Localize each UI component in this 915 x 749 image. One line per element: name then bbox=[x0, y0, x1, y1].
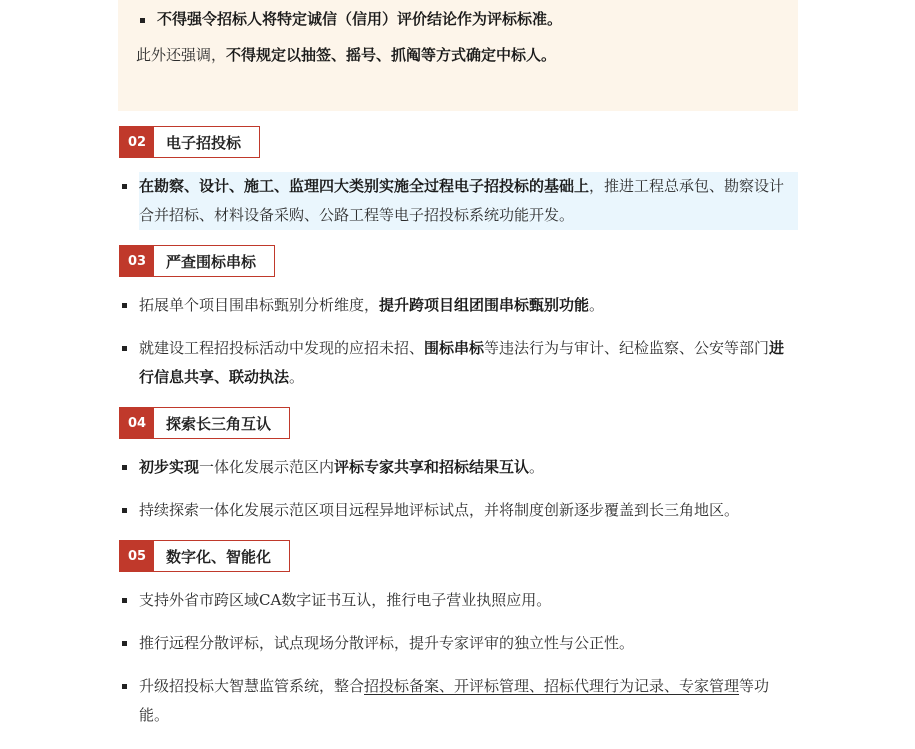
article-content bbox=[118, 0, 798, 730]
section-title: 数字化、智能化 bbox=[166, 547, 272, 566]
plain-text: 。 bbox=[589, 296, 605, 314]
section-list bbox=[118, 453, 798, 525]
list-item-text bbox=[139, 291, 798, 320]
list-item-text bbox=[139, 453, 798, 482]
plain-text: 一体化发展示范区内 bbox=[199, 458, 335, 476]
callout-bold-text: 不得规定以抽签、摇号、抓阄等方式确定中标人。 bbox=[226, 46, 557, 64]
underlined-text: 招投标备案、开评标管理、招标代理行为记录、专家管理 bbox=[364, 677, 740, 695]
list-item-text: 支持外省市跨区域CA数字证书互认，推行电子营业执照应用。 bbox=[139, 591, 552, 609]
plain-text: 等功能。 bbox=[139, 677, 770, 724]
list-item bbox=[118, 172, 798, 230]
plain-text: ，推进工程总承包、勘察设计合并招标、材料设备采购、公路工程等电子招投标系统功能开发。 bbox=[139, 177, 785, 224]
section-heading-04 bbox=[119, 407, 290, 439]
plain-text: 。 bbox=[289, 368, 305, 386]
list-item bbox=[118, 496, 798, 525]
list-item-text bbox=[139, 172, 798, 230]
bullet-square-icon bbox=[122, 508, 127, 513]
callout-paragraph bbox=[136, 42, 782, 68]
bullet-square-icon bbox=[122, 184, 127, 189]
list-item bbox=[136, 6, 782, 32]
bullet-square-icon bbox=[122, 465, 127, 470]
section-number: 05 bbox=[120, 541, 154, 571]
list-item bbox=[118, 586, 798, 615]
bullet-square-icon bbox=[122, 598, 127, 603]
list-item bbox=[118, 291, 798, 320]
section-list bbox=[118, 291, 798, 392]
bold-text: 评标专家共享和招标结果互认 bbox=[334, 458, 530, 476]
section-list bbox=[118, 586, 798, 730]
list-item-text bbox=[139, 334, 798, 392]
list-item-text: 推行远程分散评标，试点现场分散评标，提升专家评审的独立性与公正性。 bbox=[139, 634, 635, 652]
bold-text: 在勘察、设计、施工、监理四大类别实施全过程电子招投标的基础上 bbox=[139, 177, 590, 195]
section-heading-05 bbox=[119, 540, 290, 572]
bullet-square-icon bbox=[122, 684, 127, 689]
bullet-square-icon bbox=[122, 641, 127, 646]
section-title: 探索长三角互认 bbox=[166, 414, 272, 433]
section-title: 电子招投标 bbox=[166, 133, 242, 152]
section-number: 02 bbox=[120, 127, 154, 157]
plain-text: 等违法行为与审计、纪检监察、公安等部门 bbox=[484, 339, 770, 357]
callout-bullet-text: 不得强令招标人将特定诚信（信用）评价结论作为评标标准。 bbox=[157, 10, 563, 28]
section-list bbox=[118, 172, 798, 230]
section-heading-02 bbox=[119, 126, 260, 158]
section-title: 严查围标串标 bbox=[166, 252, 257, 271]
bold-text: 进行信息共享、联动执法 bbox=[139, 339, 785, 386]
plain-text: 升级招投标大智慧监管系统，整合 bbox=[139, 677, 365, 695]
list-item bbox=[118, 672, 798, 730]
bullet-square-icon bbox=[140, 18, 145, 23]
bullet-square-icon bbox=[122, 346, 127, 351]
bold-text: 初步实现 bbox=[139, 458, 200, 476]
callout-box bbox=[118, 0, 798, 111]
plain-text: 就建设工程招投标活动中发现的应招未招、 bbox=[139, 339, 425, 357]
list-item-text: 持续探索一体化发展示范区项目远程异地评标试点，并将制度创新逐步覆盖到长三角地区。 bbox=[139, 501, 740, 519]
list-item bbox=[118, 334, 798, 392]
list-item bbox=[118, 453, 798, 482]
bold-text: 提升跨项目组团围串标甄别功能 bbox=[379, 296, 590, 314]
callout-plain-text: 此外还强调， bbox=[136, 46, 227, 64]
bold-text: 围标串标 bbox=[424, 339, 485, 357]
list-item-text bbox=[139, 672, 798, 730]
section-number: 04 bbox=[120, 408, 154, 438]
plain-text: 拓展单个项目围串标甄别分析维度， bbox=[139, 296, 380, 314]
plain-text: 。 bbox=[529, 458, 545, 476]
bullet-square-icon bbox=[122, 303, 127, 308]
section-heading-03 bbox=[119, 245, 275, 277]
section-number: 03 bbox=[120, 246, 154, 276]
list-item bbox=[118, 629, 798, 658]
